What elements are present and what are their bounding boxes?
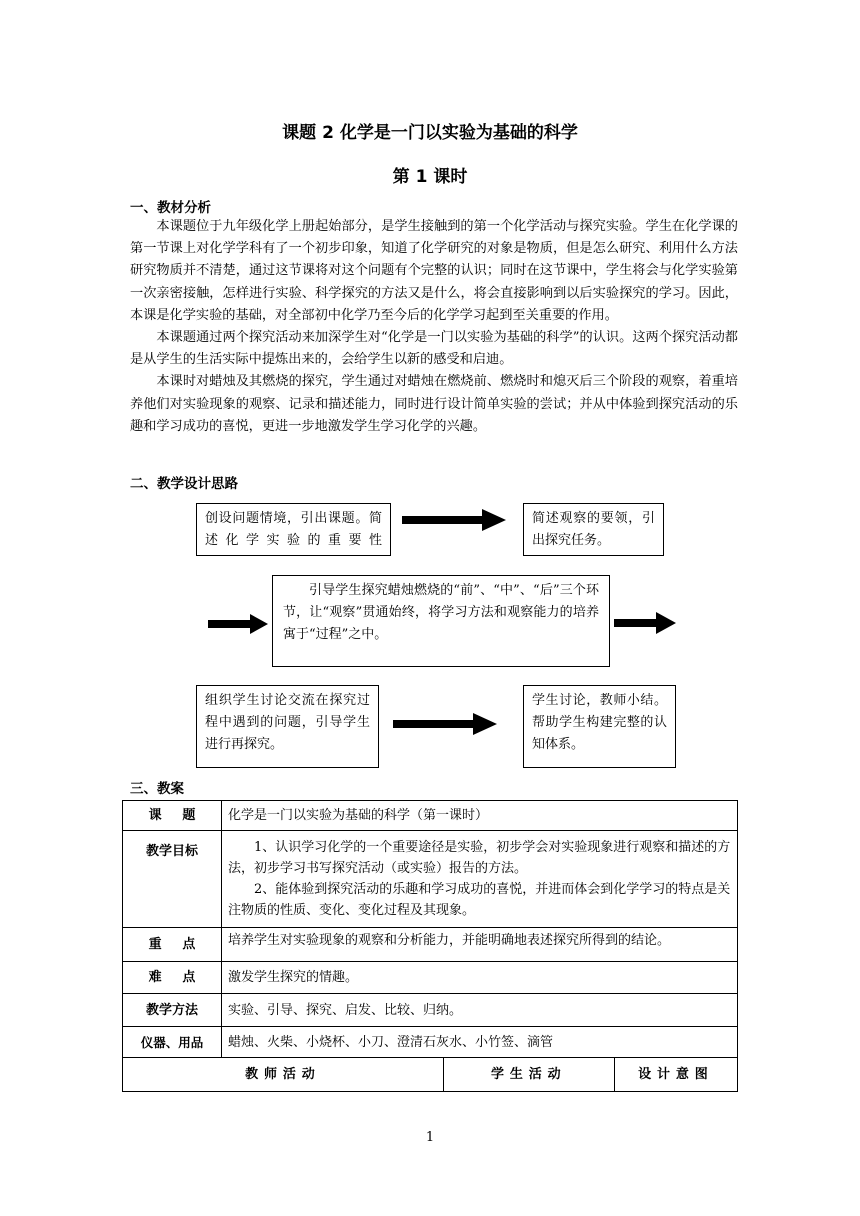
flow-box-summary: 学生讨论，教师小结。帮助学生构建完整的认知体系。 [523,685,676,768]
row-content: 培养学生对实验现象的观察和分析能力，并能明确地表述探究所得到的结论。 [222,928,738,962]
flow-box-discuss: 组织学生讨论交流在探究过程中遇到的问题，引导学生进行再探究。 [196,685,379,768]
table-row [123,831,738,928]
arrow-right-icon [614,612,676,634]
row-content [222,831,738,928]
row-label: 教学目标 [123,831,222,928]
paragraph: 本课题位于九年级化学上册起始部分，是学生接触到的第一个化学活动与探究实验。学生在化学课的第一节课上对化学学科有了一个初步印象，知道了化学研究的对象是物质，但是怎么研究、利用什么方法研究物质并不清楚，通过这节课将对这个问题有个完整的认识；同时在这节课中，学生将会与化学实验第一次亲密接触，怎样进行实验、科学探究的方法又是什么，将会直接影响到以后实验探究的学习。因此，本课是化学实验的基础，对全部初中化学乃至今后的化学学习起到至关重要的作用。 [130,219,738,323]
table-row [123,994,738,1027]
table-header-row [123,1058,738,1092]
row-content: 实验、引导、探究、启发、比较、归纳。 [222,994,738,1027]
section-heading-3: 三、教案 [130,781,184,797]
flow-box-explore-text: 引导学生探究蜡烛燃烧的“前”、“中”、“后”三个环节，让“观察”贯通始终，将学习方法和观察能力的培养寓于“过程”之中。 [283,583,599,642]
row-label: 重点 [123,928,222,962]
objective-item: 2、能体验到探究活动的乐趣和学习成功的喜悦，并进而体会到化学学习的特点是关注物质的性质、变化、变化过程及其现象。 [228,882,731,918]
section-heading-1: 一、教材分析 [130,200,211,216]
row-label: 难点 [123,962,222,994]
row-label: 教学方法 [123,994,222,1027]
arrow-right-icon [402,509,506,531]
arrow-right-icon [208,614,268,634]
table-row [123,962,738,994]
column-header: 教师活动 [123,1058,444,1092]
section-1-body [130,216,738,438]
paragraph: 本课题通过两个探究活动来加深学生对“化学是一门以实验为基础的科学”的认识。这两个探究活动都是从学生的生活实际中提炼出来的，会给学生以新的感受和启迪。 [130,330,738,368]
row-content: 化学是一门以实验为基础的科学（第一课时） [222,801,738,831]
flow-box-observe: 简述观察的要领，引出探究任务。 [523,503,664,556]
page-subtitle: 第 1 课时 [392,167,468,187]
flow-box-explore [272,575,610,667]
arrow-right-icon [393,713,497,735]
page-number: 1 [425,1130,435,1145]
column-header: 学生活动 [443,1058,614,1092]
table-row [123,928,738,962]
objective-item: 1、认识学习化学的一个重要途径是实验，初步学会对实验现象进行观察和描述的方法，初步学习书写探究活动（或实验）报告的方法。 [228,840,731,876]
row-content: 蜡烛、火柴、小烧杯、小刀、澄清石灰水、小竹签、滴管 [222,1027,738,1058]
row-label: 仪器、用品 [123,1027,222,1058]
page-title: 课题 2 化学是一门以实验为基础的科学 [282,123,578,143]
table-row [123,801,738,831]
column-header: 设计意图 [614,1058,737,1092]
section-heading-2: 二、教学设计思路 [130,476,238,492]
row-label: 课题 [123,801,222,831]
paragraph: 本课时对蜡烛及其燃烧的探究，学生通过对蜡烛在燃烧前、燃烧时和熄灭后三个阶段的观察，着重培养他们对实验现象的观察、记录和描述能力，同时进行设计简单实验的尝试；并从中体验到探究活动的乐趣和学习成功的喜悦，更进一步地激发学生学习化学的兴趣。 [130,374,738,434]
flow-box-intro: 创设问题情境，引出课题。简述化学实验的重要性 [196,503,391,556]
row-content: 激发学生探究的情趣。 [222,962,738,994]
lesson-plan-table [122,800,738,1092]
table-row [123,1027,738,1058]
